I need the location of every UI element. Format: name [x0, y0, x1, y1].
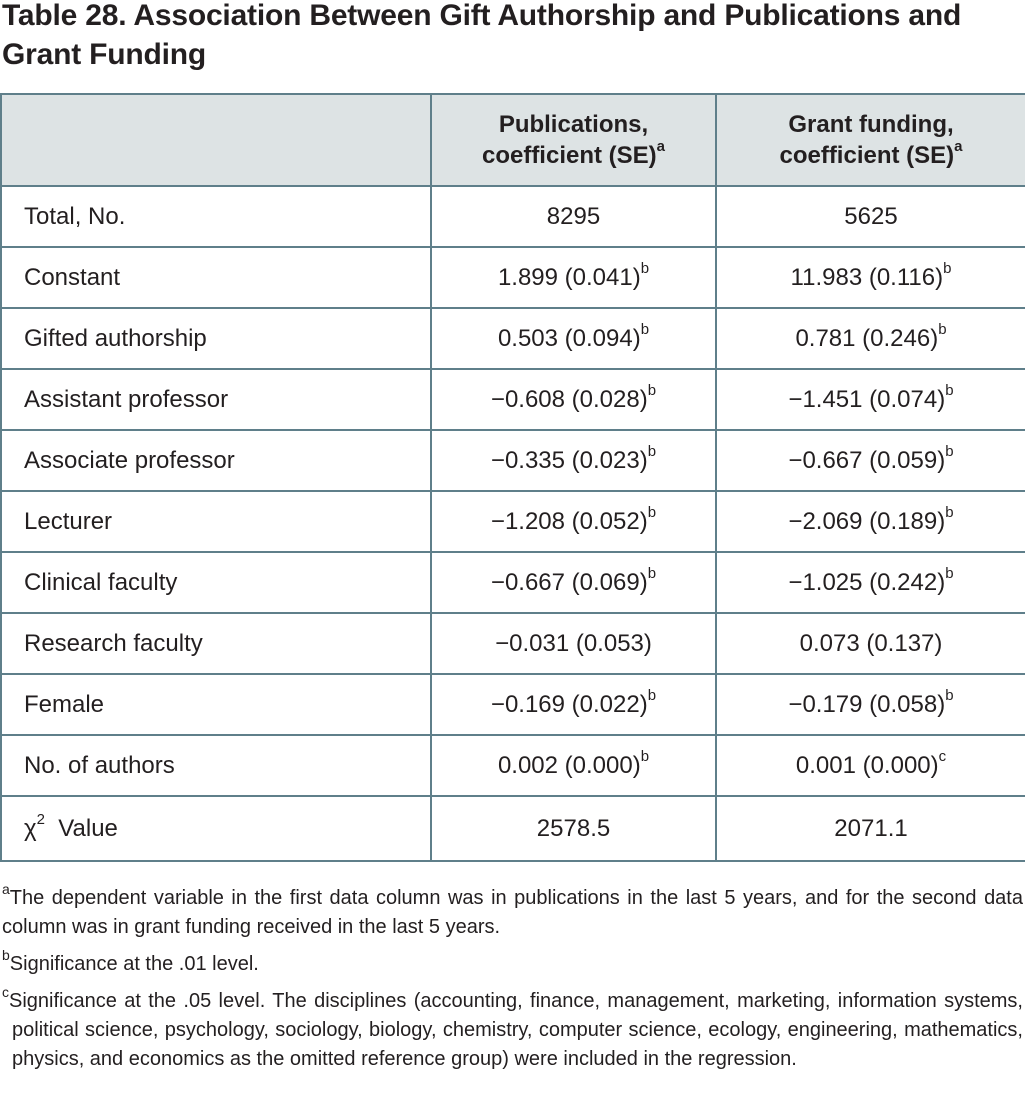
footnote-mark: c: [2, 984, 9, 1001]
pub-sup: b: [647, 686, 657, 704]
grant-value: −2.069 (0.189): [788, 507, 946, 535]
grant-value: −0.667 (0.059): [788, 446, 946, 474]
grant-cell: [716, 674, 1025, 735]
chi-symbol: χ: [24, 814, 37, 842]
header-grant-sup: a: [954, 138, 963, 155]
pub-value: −0.335 (0.023): [490, 446, 648, 474]
grant-value: 11.983 (0.116): [790, 263, 944, 291]
grant-value: −0.179 (0.058): [788, 690, 946, 718]
grant-value: 0.001 (0.000): [795, 751, 939, 779]
pub-value: −0.031 (0.053): [495, 629, 652, 657]
footnote-mark: b: [2, 947, 10, 964]
table-row: [1, 735, 1025, 796]
row-label: Total, No.: [1, 186, 431, 247]
pub-cell: [431, 674, 716, 735]
pub-sup: b: [647, 442, 657, 460]
header-grant-line1: Grant funding,: [788, 111, 954, 138]
grant-cell: [716, 552, 1025, 613]
pub-sup: b: [647, 503, 657, 521]
row-label: Female: [1, 674, 431, 735]
header-grant-line2: coefficient (SE): [779, 142, 955, 169]
grant-cell: [716, 308, 1025, 369]
grant-sup: b: [943, 259, 952, 277]
footnote-b: [2, 947, 1023, 979]
pub-cell: [431, 430, 716, 491]
grant-cell: [716, 186, 1025, 247]
grant-value: 5625: [844, 202, 898, 230]
header-publications-sup: a: [656, 138, 666, 155]
grant-sup: b: [945, 686, 954, 704]
pub-value: −0.169 (0.022): [490, 690, 648, 718]
pub-cell: [431, 613, 716, 674]
grant-cell: [716, 247, 1025, 308]
table-header-row: [1, 94, 1025, 186]
table-title: Table 28. Association Between Gift Authorship and Publications and Grant Funding: [2, 0, 962, 71]
row-label: Gifted authorship: [1, 308, 431, 369]
row-label: Clinical faculty: [1, 552, 431, 613]
header-empty: [1, 94, 431, 186]
pub-sup: b: [647, 564, 657, 582]
chi-exponent: 2: [36, 810, 45, 828]
row-label: Constant: [1, 247, 431, 308]
row-label: Value: [58, 814, 118, 842]
pub-value: 0.503 (0.094): [497, 324, 641, 352]
pub-value: 0.002 (0.000): [497, 751, 641, 779]
footnote-text: Significance at the .05 level. The disciplines (accounting, finance, management, marketing, information systems, political science, psychology, sociology, biology, chemistry, computer science, ecology, engineering, mathematics, physics, and economics as the omitted reference group) were included in the regression.: [9, 990, 1023, 1070]
pub-cell: [431, 491, 716, 552]
grant-cell: [716, 613, 1025, 674]
pub-value: 1.899 (0.041): [497, 263, 641, 291]
pub-value: −0.608 (0.028): [490, 385, 648, 413]
table-row: [1, 674, 1025, 735]
grant-value: 2071.1: [834, 814, 908, 842]
grant-cell: [716, 369, 1025, 430]
pub-value: 2578.5: [536, 814, 611, 842]
grant-sup: b: [945, 381, 954, 399]
table-row: [1, 430, 1025, 491]
pub-cell: [431, 247, 716, 308]
pub-sup: b: [640, 259, 650, 277]
grant-cell: [716, 430, 1025, 491]
grant-cell: [716, 491, 1025, 552]
header-publications-line1: Publications,: [498, 111, 649, 138]
table-row: [1, 247, 1025, 308]
grant-sup: b: [945, 564, 954, 582]
grant-cell: [716, 796, 1025, 861]
pub-sup: b: [640, 320, 650, 338]
grant-sup: b: [945, 442, 954, 460]
pub-cell: [431, 796, 716, 861]
footnote-text: The dependent variable in the first data column was in publications in the last 5 years, and for the second data column was in grant funding received in the last 5 years.: [2, 887, 1023, 938]
row-label: Assistant professor: [1, 369, 431, 430]
pub-sup: b: [647, 381, 657, 399]
grant-cell: [716, 735, 1025, 796]
header-publications: [431, 94, 716, 186]
pub-cell: [431, 186, 716, 247]
table-row: [1, 369, 1025, 430]
pub-value: 8295: [546, 202, 601, 230]
grant-sup: b: [938, 320, 947, 338]
footnotes: [2, 881, 1023, 1082]
pub-cell: [431, 552, 716, 613]
table-row: [1, 308, 1025, 369]
pub-sup: b: [640, 747, 650, 765]
grant-sup: c: [938, 747, 947, 765]
table-row: [1, 186, 1025, 247]
footnote-c: [2, 984, 1023, 1074]
chi-square-label: [1, 796, 431, 861]
header-grant-funding: [716, 94, 1025, 186]
row-label: Research faculty: [1, 613, 431, 674]
grant-value: −1.025 (0.242): [788, 568, 946, 596]
table-row: [1, 552, 1025, 613]
pub-cell: [431, 369, 716, 430]
grant-value: 0.073 (0.137): [799, 629, 943, 657]
table-row: [1, 796, 1025, 861]
pub-cell: [431, 735, 716, 796]
grant-value: 0.781 (0.246): [795, 324, 939, 352]
header-publications-line2: coefficient (SE): [481, 142, 657, 169]
row-label: No. of authors: [1, 735, 431, 796]
table-row: [1, 613, 1025, 674]
pub-value: −0.667 (0.069): [490, 568, 648, 596]
pub-cell: [431, 308, 716, 369]
footnote-text: Significance at the .01 level.: [9, 953, 259, 975]
row-label: Associate professor: [1, 430, 431, 491]
row-label: Lecturer: [1, 491, 431, 552]
footnote-a: [2, 881, 1023, 942]
regression-table: [0, 93, 1025, 862]
grant-value: −1.451 (0.074): [788, 385, 946, 413]
pub-value: −1.208 (0.052): [490, 507, 648, 535]
table-row: [1, 491, 1025, 552]
footnote-mark: a: [2, 881, 10, 898]
grant-sup: b: [945, 503, 954, 521]
